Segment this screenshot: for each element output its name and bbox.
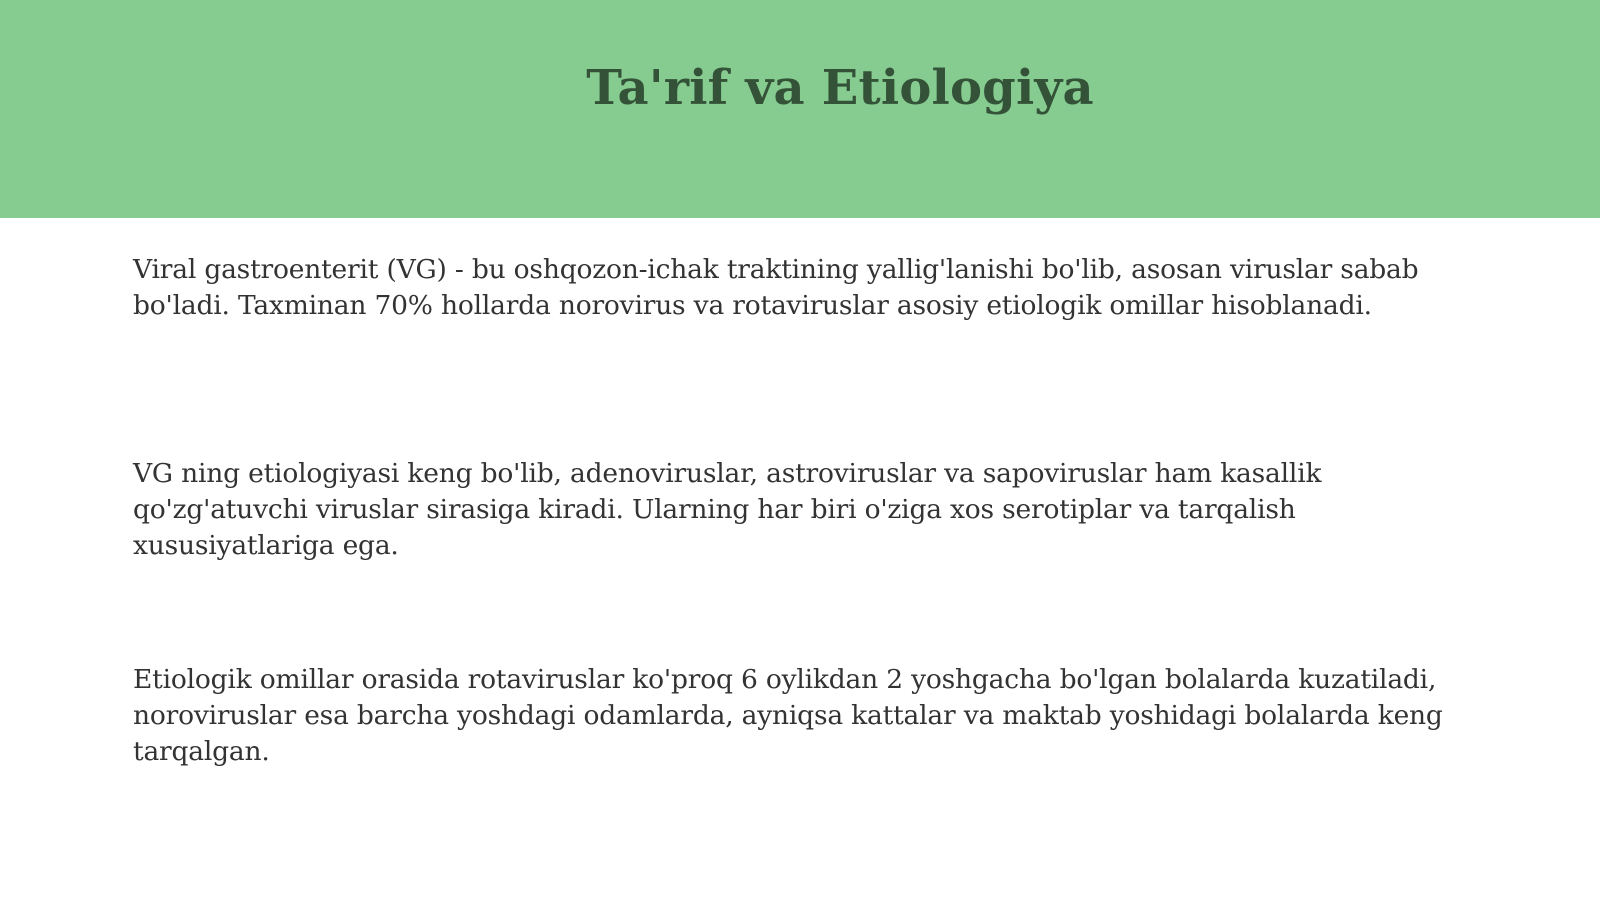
- paragraph-age-distribution: Etiologik omillar orasida rotaviruslar ko'proq 6 oylikdan 2 yoshgacha bo'lgan bolalarda kuzatiladi, noroviruslar esa barcha yoshdagi odamlarda, ayniqsa kattalar va maktab yoshidagi bolalarda keng tarqalgan.: [133, 664, 1443, 767]
- paragraph-etiology-viruses: VG ning etiologiyasi keng bo'lib, adenoviruslar, astroviruslar va sapoviruslar ham kasallik qo'zg'atuvchi viruslar sirasiga kiradi. Ularning har biri o'ziga xos serotiplar va tarqalish xususiyatlariga ega.: [133, 458, 1322, 561]
- paragraph-definition: Viral gastroenterit (VG) - bu oshqozon-ichak traktining yallig'lanishi bo'lib, asosan viruslar sabab bo'ladi. Taxminan 70% hollarda norovirus va rotaviruslar asosiy etiologik omillar hisoblanadi.: [133, 254, 1419, 321]
- header-band: [0, 0, 1600, 218]
- slide-title: Ta'rif va Etiologiya: [586, 60, 1094, 116]
